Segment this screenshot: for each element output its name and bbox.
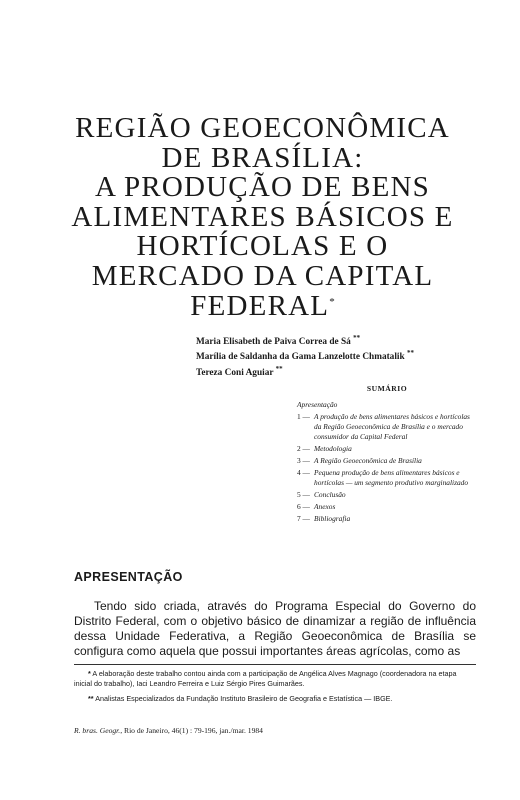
title-line: FEDERAL bbox=[190, 289, 330, 322]
journal-name: R. bras. Geogr. bbox=[74, 726, 121, 735]
toc-item bbox=[297, 490, 477, 500]
toc-text: Bibliografia bbox=[314, 514, 351, 523]
author-footnote-mark: ** bbox=[353, 334, 361, 342]
title-line: REGIÃO GEOECONÔMICA bbox=[75, 112, 450, 144]
title-line: A PRODUÇÃO DE BENS bbox=[94, 171, 430, 204]
author bbox=[196, 364, 496, 379]
footnote-text: A elaboração deste trabalho contou ainda com a participação de Angélica Alves Magnago (coordenadora na etapa inicial do trabalho), Iaci Leandro Ferreira e Luiz Sérgio Pires Guimarães. bbox=[74, 669, 457, 688]
toc-item bbox=[297, 444, 477, 454]
toc-text: A Região Geoeconômica de Brasília bbox=[314, 456, 422, 465]
title-line: HORTÍCOLAS E O bbox=[136, 230, 389, 263]
body-paragraph: Tendo sido criada, através do Programa Especial do Governo do Distrito Federal, com o objetivo básico de dinamizar a região de influência dessa Unidade Federativa, a Região Geoeconômica de Brasília se configura como aquela que possui importantes áreas agrícolas, como as bbox=[74, 599, 476, 658]
title-line-last bbox=[55, 289, 470, 322]
toc-heading: SUMÁRIO bbox=[366, 384, 408, 393]
toc-text: Anexos bbox=[314, 502, 336, 511]
toc-item bbox=[297, 412, 477, 442]
title-line: DE BRASÍLIA: bbox=[161, 141, 364, 174]
journal-citation bbox=[74, 726, 476, 735]
toc-item bbox=[297, 468, 477, 488]
author-footnote-mark: ** bbox=[407, 349, 414, 358]
footnote bbox=[74, 669, 476, 689]
title-line: ALIMENTARES BÁSICOS E bbox=[71, 200, 454, 233]
footnote-divider bbox=[74, 664, 476, 665]
toc-text: Pequena produção de bens alimentares básicos e hortícolas — um segmento produtivo marginalizado bbox=[314, 468, 469, 487]
citation-details: , Rio de Janeiro, 46(1) : 79-196, jan./mar. 1984 bbox=[120, 726, 263, 735]
toc-item bbox=[297, 456, 477, 466]
toc-intro: Apresentação bbox=[297, 400, 338, 409]
toc-number: 5 — bbox=[297, 490, 310, 499]
section-heading: APRESENTAÇÃO bbox=[74, 570, 183, 584]
toc-number: 1 — bbox=[297, 412, 310, 421]
title-footnote-mark: * bbox=[329, 295, 335, 308]
table-of-contents bbox=[297, 384, 477, 526]
toc-number: 2 — bbox=[297, 444, 310, 453]
title-line: MERCADO DA CAPITAL bbox=[91, 259, 434, 292]
toc-item bbox=[297, 514, 477, 524]
article-title bbox=[55, 114, 470, 321]
toc-number: 3 — bbox=[297, 456, 310, 465]
footnotes bbox=[74, 669, 476, 709]
toc-item bbox=[297, 502, 477, 512]
author bbox=[196, 348, 496, 363]
toc-number: 6 — bbox=[297, 502, 310, 511]
toc-number: 4 — bbox=[297, 468, 310, 477]
footnote-mark: * bbox=[88, 669, 91, 678]
author-name: Marília de Saldanha da Gama Lanzelotte Chmatalik bbox=[196, 352, 405, 363]
toc-text: A produção de bens alimentares básicos e hortícolas da Região Geoeconômica de Brasília e o mercado consumidor da Capital Federal bbox=[314, 412, 470, 441]
author bbox=[196, 333, 496, 348]
author-name: Tereza Coni Aguiar bbox=[196, 367, 274, 378]
toc-number: 7 — bbox=[297, 514, 310, 523]
toc-text: Metodologia bbox=[314, 444, 352, 453]
footnote-mark: ** bbox=[88, 694, 94, 703]
footnote bbox=[74, 694, 476, 704]
author-list bbox=[196, 333, 496, 379]
author-name: Maria Elisabeth de Paiva Correa de Sá bbox=[196, 337, 351, 348]
author-footnote-mark: ** bbox=[275, 364, 283, 373]
toc-text: Conclusão bbox=[314, 490, 346, 499]
footnote-text: Analistas Especializados da Fundação Instituto Brasileiro de Geografia e Estatística — IBGE. bbox=[95, 694, 393, 703]
